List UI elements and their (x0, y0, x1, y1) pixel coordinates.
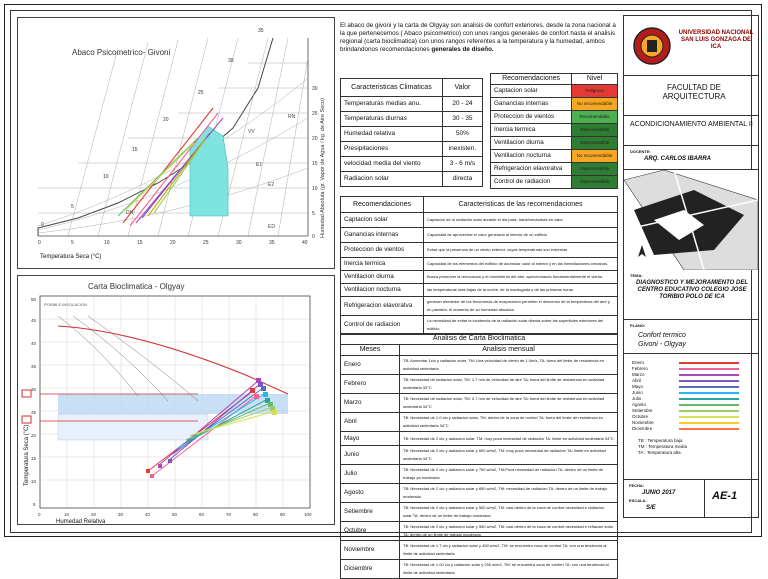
intro-text: El abaco de givoni y la carta de Olgyay son analisis de confort exteriores. desde la zona nacional a la que pertenecemos ( Abaco psicometrico) con unos rangos generales de confort hasta el analisis regional (carta bioclimatica) con unos rangos referentes a la temperatura y la humedad, ambos brindandonos recomendaciones (340, 22, 616, 53)
svg-text:10: 10 (103, 174, 109, 180)
faculty-name: FACULTAD DE ARQUITECTURA (662, 83, 726, 101)
level-badge: Imprescindible (572, 137, 618, 150)
level-badge: Peligroso (572, 85, 618, 98)
givoni-x-tick: 30 (236, 240, 242, 246)
teacher-cell (624, 146, 758, 170)
level-label: Ventilacion diurna (491, 137, 572, 150)
climate-label: Temperaturas medias anu. (341, 97, 443, 112)
climate-value: 20 - 24 (442, 97, 482, 112)
university-cell (624, 16, 758, 76)
levels-table (490, 73, 618, 189)
zone-label: ED (268, 224, 275, 230)
legend-key-desc: Temperatura media (648, 444, 687, 449)
givoni-y-tick: 10 (312, 186, 318, 192)
climate-header-value: Valor (442, 79, 482, 97)
climate-value: 50% (442, 127, 482, 142)
givoni-y-tick: 15 (312, 161, 318, 167)
svg-text:15: 15 (132, 147, 138, 153)
legend-key-desc: Temperatura baja (647, 438, 683, 443)
olgyay-y-tick: 5 (33, 502, 36, 507)
climate-label: Temperaturas diurnas (341, 112, 443, 127)
olgyay-y-tick: 40 (31, 341, 37, 346)
level-badge: No recomendable (572, 98, 618, 111)
climate-table (340, 78, 483, 187)
university-seal-icon (632, 26, 672, 66)
olgyay-y-tick: 15 (31, 456, 37, 461)
month-label: Diciembre (341, 560, 400, 579)
givoni-title: Abaco Psicometrico- Givoni (72, 48, 171, 57)
olgyay-x-tick: 80 (253, 512, 259, 517)
legend-month: Mayo (632, 384, 644, 389)
givoni-x-tick: 35 (269, 240, 275, 246)
legend-swatch (679, 404, 739, 406)
map-cell (624, 170, 758, 270)
teacher-name: ARQ. CARLOS IBARRA (644, 156, 711, 162)
level-label: Refrigeracion elavoratva (491, 163, 572, 176)
legend-swatch (679, 380, 739, 382)
givoni-x-tick: 0 (38, 240, 41, 246)
givoni-y-ticks (312, 86, 318, 240)
olgyay-x-ticks (38, 512, 312, 517)
legend-swatch (679, 362, 739, 364)
char-header-rec: Recomendaciones (341, 197, 424, 213)
legend-key-desc: Temperatura alta (646, 450, 681, 455)
climate-header-label: Caracteristicas Climaticas (341, 79, 443, 97)
climate-value: directa (442, 172, 482, 187)
legend-month: Febrero (632, 366, 648, 371)
givoni-x-ticks (38, 240, 308, 246)
legend-swatch (679, 392, 739, 394)
legend-month: Octubre (632, 414, 649, 419)
givoni-xlabel: Temperatura Seca (°C) (40, 254, 102, 260)
givoni-y-tick: 25 (312, 111, 318, 117)
scale-label: ESCALA: (629, 498, 647, 503)
climate-value: 3 - 6 m/s (442, 157, 482, 172)
givoni-x-tick: 5 (71, 240, 74, 246)
char-text: Evitar que la presencia de un viento exterior, cuyas temperaturas son extremas (424, 243, 618, 258)
month-analysis: TB: Necesidad de 2 clo y radiacion solar y 600 w/m2, TM: muy poca necesidad de radiacion TA: limite en actividad sedentaria 34°C (400, 446, 618, 465)
theme-text: DIAGNOSTICO Y MEJORAMIENTO DEL CENTRO EDUCATIVO COLEGIO JOSE TORIBIO POLO DE ICA (635, 280, 748, 300)
char-label: Refrigeracion elavoratva (341, 297, 424, 316)
char-text: generan alrededor de los fenómenos de evaporación permiten el descenso de la temperatura del aire y, en paralelo, el aumento de su humedad absoluta (424, 297, 618, 316)
month-label: Noviembre (341, 541, 400, 560)
month-analysis: TB: Necesidad de 2 clo y radiacion solar, TM: muy poca necesidad de radiacion TA: limite en actividad sedentaria 34°C (400, 432, 618, 446)
olgyay-x-tick: 50 (172, 512, 178, 517)
month-label: Setiembre (341, 503, 400, 522)
zone-label: DH (126, 210, 134, 216)
level-label: Proteccion de vientos (491, 111, 572, 124)
zone-label: E1 (256, 162, 263, 168)
olgyay-x-tick: 20 (91, 512, 97, 517)
zone-label: VV (248, 129, 255, 135)
olgyay-y-tick: 20 (31, 433, 37, 438)
climate-label: velocidad media del viento (341, 157, 443, 172)
month-analysis: TB: Necesidad de 1.00 clo y radiacion solar y 250 w/m2, TM: se encuentra zona de confort TA: con una tendencia al limite de actividad sedentaria (400, 560, 618, 579)
theme-cell (624, 270, 758, 320)
zone-label: RN (288, 114, 296, 120)
month-label: Junio (341, 446, 400, 465)
givoni-x-tick: 25 (203, 240, 209, 246)
svg-text:25: 25 (198, 90, 204, 96)
intro-bold: generales de diseño. (431, 46, 494, 53)
char-label: Ventilacion diurna (341, 271, 424, 284)
level-label: Control de radiacion (491, 176, 572, 189)
char-text: las temperaturas mas bajas de la noche, de la madrugada y de las primeras horas. (424, 284, 618, 297)
course-cell (624, 116, 758, 146)
level-badge: Imprescindible (572, 176, 618, 189)
level-badge: No recomendable (572, 150, 618, 163)
svg-text:20: 20 (163, 117, 169, 123)
sheet-number: AE-1 (712, 490, 738, 502)
legend-swatch (679, 368, 739, 370)
svg-text:0: 0 (41, 222, 44, 228)
givoni-chart (18, 18, 335, 269)
olgyay-x-tick: 90 (280, 512, 286, 517)
legend-month: Marzo (632, 372, 645, 377)
level-label: Inercia termica (491, 124, 572, 137)
month-analysis: TB: Necesidad de 1.7 clo y radiacion solar y 450 w/m2, TM: se encuentra zona de confort TA: con una tendencia al limite de actividad sedentaria (400, 541, 618, 560)
month-label: Octubre (341, 522, 400, 541)
givoni-y-tick: 30 (312, 86, 318, 92)
month-label: Agosto (341, 484, 400, 503)
legend-swatch (679, 428, 739, 430)
zone-label: E2 (268, 182, 275, 188)
climate-label: Humedad relativa (341, 127, 443, 142)
givoni-x-tick: 15 (137, 240, 143, 246)
olgyay-xlabel: Humedad Relativa (56, 519, 106, 525)
month-analysis: TB: Necesidad de radiacion solar, TM: 0.7 m/s de velocidad de aire TA: fuera del limite de resistencia en actividad sedentaria 34°C (400, 394, 618, 413)
plan-cell (624, 320, 758, 354)
levels-header-rec: Recomendaciones (491, 74, 572, 85)
month-analysis: TB: Necesidad de 2 clo y radiacion solar y 650 w/m2, TM: necesidad de radiacion TA: dentro de un limite de trabajo moderado (400, 484, 618, 503)
char-text: Capacidad de los elementos del edificio de acumular calor al interior y en las inmediaciones cercanas. (424, 258, 618, 271)
legend-cell (624, 354, 758, 480)
legend-month: Junio (632, 390, 643, 395)
theme-label: TEMA: (630, 273, 643, 278)
climate-value: inexisten. (442, 142, 482, 157)
climate-label: Presipitaciones (341, 142, 443, 157)
title-block (623, 15, 759, 518)
month-analysis: TB: Necesidad de radiacion solar, TM: 1.7 m/s de velocidad de aire TA: fuera del limite de resistencia en actividad sedentaria 33°C (400, 375, 618, 394)
level-badge: Recomendable (572, 111, 618, 124)
olgyay-x-tick: 10 (64, 512, 70, 517)
month-label: Marzo (341, 394, 400, 413)
givoni-y-tick: 20 (312, 136, 318, 142)
legend-swatch (679, 374, 739, 376)
givoni-x-tick: 10 (104, 240, 110, 246)
analysis-header-month: Meses (341, 345, 400, 356)
level-badge: Imprescindible (572, 163, 618, 176)
givoni-ylabel: Humedad Absoluta (gr. Vapor de Agua / kg. de Aire Seco) (320, 98, 326, 238)
levels-header-level: Nivel (572, 74, 618, 85)
char-label: Captacion solar (341, 213, 424, 228)
month-analysis: TB: Aumentar 1clo y radiacion solar, TM: Una velocidad de viento de 1.0m/s, TA: fuera del limite de resistencia en actividad sedentaria (400, 356, 618, 375)
char-label: Ganancias internas (341, 228, 424, 243)
legend-key: TA : Temperatura alta (638, 450, 681, 455)
month-analysis: TB: Necesidad de 1.0 clo y radiacion solar, TM: dentro de la zona de confort TA: fuera del limite de resistencia en actividad sedentaria 34°C (400, 413, 618, 432)
site-map (624, 170, 758, 270)
month-analysis: TB: Necesidad de 2 clo y radiacion solar y 550 w/m2, TM: casi dentro de la zona de confort necesidad e reflacion solar TA: dentro de un limite de trabajo moderado (400, 522, 618, 541)
legend-key: TB : Temperatura baja (638, 438, 683, 443)
char-header-char: Caracteristicas de las recomendaciones (424, 197, 618, 213)
legend-swatch (679, 416, 739, 418)
olgyay-y-tick: 25 (31, 410, 37, 415)
intro-paragraph (340, 22, 618, 54)
legend-month: Agosto (632, 402, 647, 407)
climate-label: Radiacion solar (341, 172, 443, 187)
analysis-table (340, 333, 618, 579)
month-label: Julio (341, 465, 400, 484)
posible-insolacion-label: POSIBLE INSOLACION (44, 302, 87, 307)
svg-text:5: 5 (71, 204, 74, 210)
char-label: Inercia termica (341, 258, 424, 271)
svg-text:30: 30 (228, 58, 234, 64)
month-analysis: TB: Necesidad de 2 clo y radiacion solar y 500 w/m2, TM: casi dentro de la zona de confort necesidad e radiacion solar TA: dentro de un limite de trabajo moderado (400, 503, 618, 522)
olgyay-x-tick: 100 (304, 512, 312, 517)
level-badge: Imprescindible (572, 124, 618, 137)
char-text: La necesidad de evitar la incidencia de la radiación solar directa sobre las superficies exteriores del edificio (424, 316, 618, 335)
olgyay-x-tick: 60 (199, 512, 205, 517)
plan-text: Confort termico Givoni - Olgyay (638, 332, 686, 348)
legend-month: Enero (632, 360, 645, 365)
legend-swatch (679, 422, 739, 424)
legend-month: Abril (632, 378, 642, 383)
olgyay-x-tick: 0 (38, 512, 41, 517)
date-value: JUNIO 2017 (642, 490, 676, 496)
olgyay-title: Carta Bioclimatica - Olgyay (88, 282, 185, 291)
char-text: Busca promover la renovacion y el movimiento del aire, aprovechando fundamentalmente el viento. (424, 271, 618, 284)
climate-value: 30 - 35 (442, 112, 482, 127)
olgyay-y-ticks (31, 297, 37, 507)
svg-text:35: 35 (258, 28, 264, 34)
givoni-x-tick: 40 (302, 240, 308, 246)
legend-key-code: TM (638, 444, 645, 449)
legend-month: Diciembre (632, 426, 653, 431)
olgyay-ylabel: Temperatura Seca (°C) (24, 424, 30, 486)
legend-month: Setiembre (632, 408, 653, 413)
characteristics-table (340, 196, 618, 335)
olgyay-x-tick: 70 (226, 512, 232, 517)
footer-cell (624, 480, 758, 517)
olgyay-y-tick: 10 (31, 479, 37, 484)
scale-value: S/E (646, 505, 656, 511)
level-label: Ganancias internas (491, 98, 572, 111)
legend-month: Noviembre (632, 420, 654, 425)
olgyay-y-tick: 45 (31, 318, 37, 323)
legend-month: Julio (632, 396, 642, 401)
month-label: Abril (341, 413, 400, 432)
month-label: Enero (341, 356, 400, 375)
olgyay-x-tick: 30 (118, 512, 124, 517)
olgyay-y-tick: 50 (31, 297, 37, 302)
faculty-cell (624, 76, 758, 116)
analysis-header-text: Analisis mensual (400, 345, 618, 356)
olgyay-y-tick: 35 (31, 364, 37, 369)
course-name: ACONDICIONAMIENTO AMBIENTAL II (630, 121, 753, 128)
month-label: Febrero (341, 375, 400, 394)
char-label: Proteccion de vientos (341, 243, 424, 258)
char-label: Control de radiacion (341, 316, 424, 335)
givoni-y-tick: 0 (312, 234, 315, 240)
level-label: Captacion solar (491, 85, 572, 98)
givoni-panel (17, 17, 335, 269)
level-label: Ventilacion nocturna (491, 150, 572, 163)
char-label: Ventilacion nocturna (341, 284, 424, 297)
legend-swatch (679, 398, 739, 400)
olgyay-chart (18, 276, 335, 525)
analysis-title: Analisis de Carta Bioclimatica (341, 334, 618, 345)
olgyay-x-tick: 40 (145, 512, 151, 517)
legend-key-code: TA (638, 450, 644, 455)
olgyay-y-tick: 30 (31, 387, 37, 392)
teacher-label: DOCENTE: (630, 149, 651, 154)
olgyay-panel (17, 275, 335, 525)
university-name: UNIVERSIDAD NACIONAL SAN LUIS GONZAGA DE ICA (678, 30, 754, 50)
month-label: Mayo (341, 432, 400, 446)
givoni-x-tick: 20 (170, 240, 176, 246)
char-text: Captación de la radiación solar durante el dia para, transformándola en calor (424, 213, 618, 228)
plan-label: PLANO: (630, 323, 646, 328)
date-label: FECHA: (629, 483, 645, 488)
givoni-y-tick: 5 (312, 211, 315, 217)
char-text: Capacidad de aprovechar el calor generado al interior de un edificio (424, 228, 618, 243)
legend-swatch (679, 410, 739, 412)
month-analysis: TB: Necesidad de 2 clo y radiacion solar y 700 w/m2, TM:Poca necesidad de radiacion TA: dentro de un limite de trabajo ya moderado (400, 465, 618, 484)
legend-swatch (679, 386, 739, 388)
legend-key: TM : Temperatura media (638, 444, 687, 449)
legend-key-code: TB (638, 438, 644, 443)
